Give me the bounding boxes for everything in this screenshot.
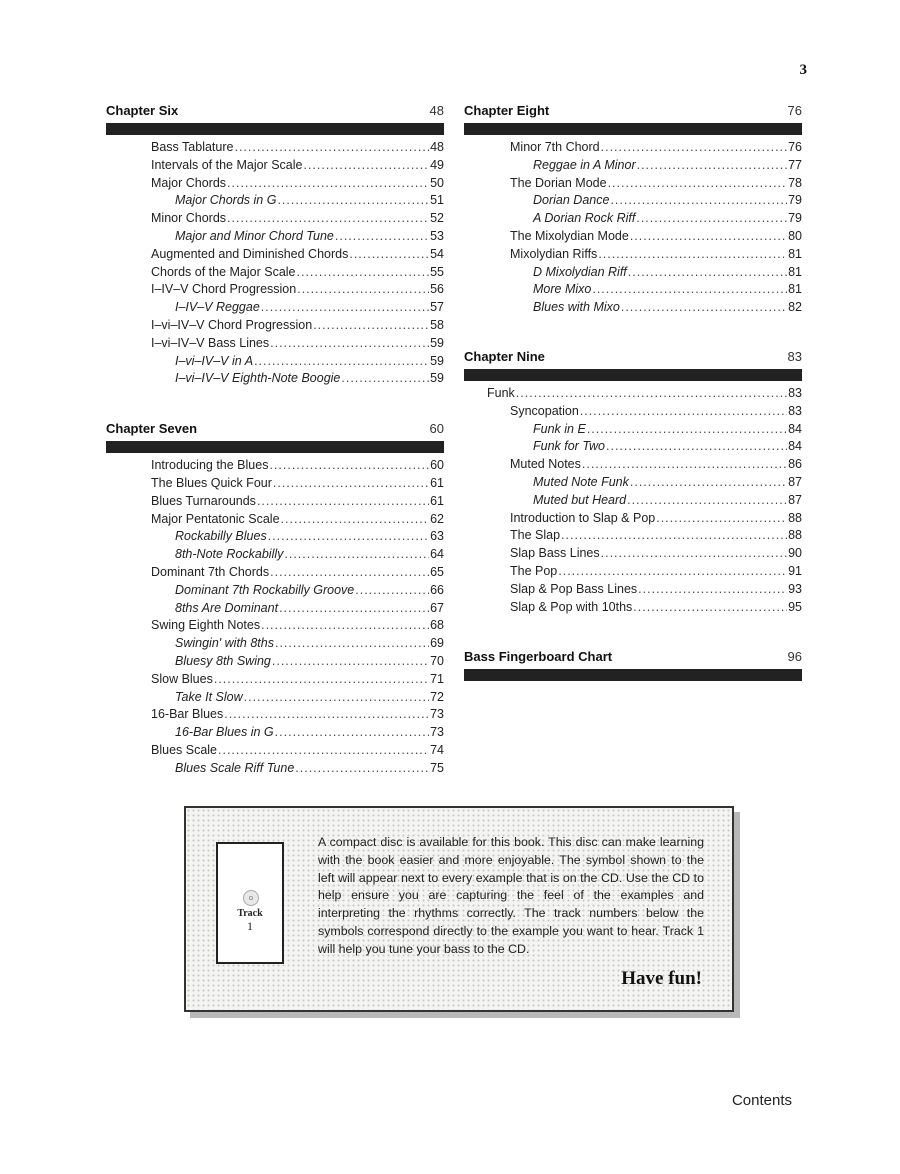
dot-leader (297, 264, 430, 282)
chapter-divider-bar (464, 123, 802, 135)
toc-entry-title: Introducing the Blues (151, 458, 269, 473)
toc-entry[interactable] (464, 563, 802, 581)
chapter-page-number: 48 (429, 103, 444, 118)
toc-entry[interactable] (106, 706, 444, 724)
toc-entry[interactable] (106, 175, 444, 193)
toc-entry-page: 84 (788, 421, 802, 436)
chapter-page-number: 83 (787, 348, 802, 364)
toc-entry-page: 81 (788, 246, 802, 261)
cd-closing: Have fun! (621, 968, 702, 989)
dot-leader (214, 671, 429, 689)
toc-entry[interactable] (464, 456, 802, 474)
dot-leader (633, 599, 787, 617)
toc-entry-page: 50 (430, 175, 444, 190)
chapter-divider-bar (464, 369, 802, 381)
toc-entry-title: Blues with Mixo (533, 300, 620, 315)
toc-entry-page: 54 (430, 246, 444, 261)
toc-entry[interactable] (106, 493, 444, 511)
toc-chapter (106, 103, 444, 388)
toc-entry-page: 78 (788, 175, 802, 190)
toc-entry-title: Dominant 7th Chords (151, 564, 270, 579)
toc-entry[interactable] (106, 760, 444, 778)
toc-entry[interactable] (464, 492, 802, 510)
dot-leader (272, 653, 429, 671)
toc-entry[interactable] (464, 246, 802, 264)
dot-leader (580, 403, 787, 421)
toc-entry-page: 70 (430, 653, 444, 668)
toc-entry[interactable] (464, 527, 802, 545)
toc-entry-title: I–vi–IV–V Bass Lines (151, 335, 270, 350)
toc-entry[interactable] (464, 299, 802, 317)
dot-leader (227, 175, 429, 193)
toc-entry-page: 76 (788, 140, 802, 154)
toc-entry-page: 68 (430, 618, 444, 633)
toc-entry-title: Introduction to Slap & Pop (510, 510, 656, 525)
toc-entry-title: Augmented and Diminished Chords (151, 246, 349, 261)
page-number: 3 (799, 62, 807, 78)
chapter-divider-bar (106, 441, 444, 453)
dot-leader (224, 706, 429, 724)
toc-entry-title: The Blues Quick Four (151, 475, 272, 490)
toc-entry-page: 48 (430, 140, 444, 154)
toc-entry-page: 52 (430, 211, 444, 226)
dot-leader (273, 475, 429, 493)
toc-entry-title: Dorian Dance (533, 193, 610, 208)
toc-entry[interactable] (106, 600, 444, 618)
toc-entry[interactable] (106, 228, 444, 246)
dot-leader (261, 299, 429, 317)
toc-entry-page: 73 (430, 725, 444, 740)
toc-entry-page: 90 (788, 546, 802, 561)
toc-chapter (106, 421, 444, 777)
dot-leader (279, 600, 429, 618)
toc-entry-title: Slow Blues (151, 671, 213, 686)
dot-leader (630, 474, 787, 492)
dot-leader (582, 456, 787, 474)
toc-entry-title: The Slap (510, 528, 561, 543)
dot-leader (335, 228, 429, 246)
toc-entry[interactable] (464, 474, 802, 492)
dot-leader (628, 264, 787, 282)
toc-entry[interactable] (106, 635, 444, 653)
toc-entry-title: Major Chords (151, 175, 227, 190)
toc-entry[interactable] (106, 139, 444, 157)
cd-disc-icon (243, 890, 259, 906)
toc-entry-page: 81 (788, 282, 802, 297)
dot-leader (281, 511, 430, 529)
dot-leader (638, 581, 787, 599)
toc-entry-page: 63 (430, 529, 444, 544)
dot-leader (234, 139, 429, 157)
dot-leader (254, 353, 429, 371)
toc-entry[interactable] (464, 281, 802, 299)
toc-entry-title: Funk (487, 385, 515, 400)
dot-leader (313, 317, 429, 335)
dot-leader (270, 564, 429, 582)
toc-entry-title: Chords of the Major Scale (151, 264, 296, 279)
toc-entry-page: 81 (788, 264, 802, 279)
toc-entry-title: Minor 7th Chord (510, 140, 600, 154)
toc-entry-page: 51 (430, 193, 444, 208)
chapter-title: Chapter Nine (464, 348, 545, 364)
chapter-title: Chapter Eight (464, 103, 550, 118)
dot-leader (297, 281, 429, 299)
toc-entry-title: Slap & Pop Bass Lines (510, 581, 638, 596)
toc-entry[interactable] (106, 546, 444, 564)
toc-entry-title: Muted Notes (510, 457, 581, 472)
toc-entry-title: More Mixo (533, 282, 592, 297)
chapter-title: Chapter Seven (106, 421, 198, 437)
toc-entry-title: Syncopation (510, 403, 579, 418)
dot-leader (608, 175, 788, 193)
dot-leader (227, 210, 429, 228)
dot-leader (627, 492, 787, 510)
toc-entry[interactable] (464, 510, 802, 528)
toc-entry[interactable] (106, 724, 444, 742)
toc-entry-page: 91 (788, 563, 802, 578)
toc-entry-title: Bass Tablature (151, 140, 234, 154)
dot-leader (218, 742, 429, 760)
toc-entry-page: 49 (430, 157, 444, 172)
toc-entry-title: Minor Chords (151, 211, 227, 226)
toc-entry-title: Dominant 7th Rockabilly Groove (175, 582, 355, 597)
toc-entry[interactable] (106, 210, 444, 228)
toc-entry-title: Blues Scale (151, 742, 218, 757)
toc-entry[interactable] (464, 139, 802, 157)
toc-entry-page: 61 (430, 493, 444, 508)
toc-entry-title: Major Chords in G (175, 193, 277, 208)
toc-entry-page: 93 (788, 581, 802, 596)
toc-entry-page: 69 (430, 636, 444, 651)
toc-entry-title: The Pop (510, 563, 558, 578)
toc-entry-title: Slap Bass Lines (510, 546, 600, 561)
chapter-heading[interactable] (464, 649, 802, 667)
toc-entry-title: Funk for Two (533, 439, 606, 454)
dot-leader (277, 192, 429, 210)
cd-track-number: 1 (247, 919, 253, 933)
toc-entry-title: I–vi–IV–V in A (175, 353, 254, 368)
dot-leader (303, 157, 429, 175)
toc-entry-page: 61 (430, 475, 444, 490)
toc-entry[interactable] (464, 599, 802, 617)
dot-leader (601, 545, 787, 563)
toc-chapter (464, 649, 802, 681)
dot-leader (621, 299, 787, 317)
dot-leader (268, 528, 429, 546)
toc-entry-title: 8ths Are Dominant (175, 600, 279, 615)
toc-entry[interactable] (464, 581, 802, 599)
toc-entry-title: The Mixolydian Mode (510, 228, 629, 243)
toc-entry-page: 67 (430, 600, 444, 615)
dot-leader (516, 385, 787, 403)
dot-leader (637, 157, 787, 175)
chapter-title: Chapter Six (106, 103, 179, 118)
toc-entry[interactable] (106, 742, 444, 760)
toc-entry-page: 59 (430, 353, 444, 368)
dot-leader (275, 724, 429, 742)
toc-entry-title: A Dorian Rock Riff (533, 211, 636, 226)
toc-entry-page: 72 (430, 689, 444, 704)
toc-entry-page: 55 (430, 264, 444, 279)
toc-entry-page: 75 (430, 760, 444, 775)
toc-entry-page: 80 (788, 228, 802, 243)
toc-entry-page: 60 (430, 458, 444, 473)
toc-entry-page: 73 (430, 707, 444, 722)
toc-entry[interactable] (464, 264, 802, 282)
toc-entry-page: 84 (788, 439, 802, 454)
toc-entry-title: Major Pentatonic Scale (151, 511, 280, 526)
toc-entry-page: 59 (430, 335, 444, 350)
chapter-page-number: 96 (787, 649, 802, 665)
dot-leader (601, 139, 787, 157)
toc-entry[interactable] (106, 281, 444, 299)
toc-entry-page: 59 (430, 371, 444, 386)
toc-entry[interactable] (464, 421, 802, 439)
toc-entry-title: Funk in E (533, 421, 586, 436)
toc-entry[interactable] (464, 228, 802, 246)
dot-leader (630, 228, 787, 246)
toc-left-column (106, 103, 444, 778)
toc-entry-page: 86 (788, 457, 802, 472)
dot-leader (606, 438, 787, 456)
chapter-divider-bar (106, 123, 444, 135)
toc-entry-page: 62 (430, 511, 444, 526)
toc-entry-page: 66 (430, 582, 444, 597)
toc-entry-page: 83 (788, 403, 802, 418)
toc-entry[interactable] (106, 511, 444, 529)
toc-entry-page: 57 (430, 300, 444, 315)
toc-entry-title: Major and Minor Chord Tune (175, 228, 334, 243)
toc-entry[interactable] (106, 353, 444, 371)
toc-entry[interactable] (464, 545, 802, 563)
toc-entry-page: 79 (788, 193, 802, 208)
toc-entry-page: 88 (788, 528, 802, 543)
dot-leader (295, 760, 429, 778)
chapter-title: Bass Fingerboard Chart (464, 649, 613, 665)
toc-entry-title: I–IV–V Chord Progression (151, 282, 297, 297)
dot-leader (587, 421, 787, 439)
toc-entry[interactable] (106, 528, 444, 546)
toc-entry-title: Reggae in A Minor (533, 157, 636, 172)
toc-entry-page: 82 (788, 300, 802, 315)
chapter-page-number: 76 (787, 103, 802, 118)
toc-entry-title: 16-Bar Blues (151, 707, 224, 722)
toc-entry[interactable] (464, 192, 802, 210)
toc-entry[interactable] (106, 617, 444, 635)
toc-entry[interactable] (106, 564, 444, 582)
toc-entry-title: Mixolydian Riffs (510, 246, 598, 261)
toc-entry[interactable] (464, 157, 802, 175)
toc-entry-page: 58 (430, 317, 444, 332)
dot-leader (284, 546, 429, 564)
toc-entry[interactable] (464, 385, 802, 403)
toc-entry[interactable] (106, 264, 444, 282)
toc-entry[interactable] (106, 299, 444, 317)
chapter-divider-bar (464, 669, 802, 681)
toc-entry[interactable] (464, 438, 802, 456)
toc-entry-page: 77 (788, 157, 802, 172)
toc-entry-title: Blues Turnarounds (151, 493, 256, 508)
cd-track-icon (216, 842, 284, 964)
dot-leader (269, 457, 429, 475)
cd-description: A compact disc is available for this book. This disc can make learning with the book easier and more enjoyable. The symbol shown to the left will appear next to every example that is on the CD. Use the CD to help ensure you are capturing the feel of the examples and interpreting the rhythms correctly. The track numbers below the symbols correspond directly to the example you want to hear. Track 1 will help you tune your bass to the CD. (318, 835, 704, 956)
toc-entry-page: 79 (788, 211, 802, 226)
chapter-heading[interactable] (464, 103, 802, 121)
dot-leader (244, 689, 429, 707)
toc-entry[interactable] (464, 175, 802, 193)
toc-entry-page: 87 (788, 492, 802, 507)
dot-leader (558, 563, 787, 581)
dot-leader (561, 527, 787, 545)
toc-entry-title: Blues Scale Riff Tune (175, 760, 295, 775)
dot-leader (355, 582, 429, 600)
toc-entry-page: 56 (430, 282, 444, 297)
toc-entry[interactable] (106, 582, 444, 600)
toc-entry-title: I–vi–IV–V Chord Progression (151, 317, 313, 332)
toc-entry-page: 74 (430, 742, 444, 757)
toc-entry-page: 53 (430, 228, 444, 243)
dot-leader (636, 210, 787, 228)
toc-entry[interactable] (106, 457, 444, 475)
dot-leader (598, 246, 787, 264)
dot-leader (261, 617, 429, 635)
chapter-heading[interactable] (106, 421, 444, 439)
toc-entry-title: Slap & Pop with 10ths (510, 599, 633, 614)
dot-leader (656, 510, 787, 528)
dot-leader (270, 335, 429, 353)
toc-entry-title: Intervals of the Major Scale (151, 157, 303, 172)
toc-entry[interactable] (464, 210, 802, 228)
toc-entry-page: 64 (430, 547, 444, 562)
dot-leader (610, 192, 787, 210)
toc-entry-page: 87 (788, 474, 802, 489)
toc-entry-title: Rockabilly Blues (175, 529, 267, 544)
dot-leader (257, 493, 429, 511)
toc-entry[interactable] (464, 403, 802, 421)
chapter-page-number: 60 (429, 421, 444, 437)
toc-entry-title: I–IV–V Reggae (175, 300, 260, 315)
toc-right-column (464, 103, 802, 685)
chapter-heading[interactable] (106, 103, 444, 121)
toc-entry-title: 16-Bar Blues in G (175, 725, 274, 740)
toc-entry-title: The Dorian Mode (510, 175, 607, 190)
cd-track-label: Track (237, 908, 263, 919)
toc-chapter (464, 349, 802, 616)
toc-entry[interactable] (106, 192, 444, 210)
toc-entry-title: 8th-Note Rockabilly (175, 547, 284, 562)
footer-section-name: Contents (731, 1092, 792, 1109)
toc-entry-page: 83 (788, 385, 802, 400)
toc-entry[interactable] (106, 335, 444, 353)
toc-entry[interactable] (106, 370, 444, 388)
toc-chapter (464, 103, 802, 317)
toc-entry[interactable] (106, 246, 444, 264)
toc-entry-page: 65 (430, 564, 444, 579)
cd-info-box (184, 806, 734, 1012)
toc-entry[interactable] (106, 671, 444, 689)
toc-entry-page: 88 (788, 510, 802, 525)
toc-entry-title: Swing Eighth Notes (151, 618, 261, 633)
dot-leader (592, 281, 787, 299)
toc-entry-title: Swingin' with 8ths (175, 636, 274, 651)
toc-entry-title: Take It Slow (175, 689, 243, 704)
toc-entry[interactable] (106, 689, 444, 707)
toc-entry[interactable] (106, 157, 444, 175)
toc-entry-title: I–vi–IV–V Eighth-Note Boogie (175, 371, 341, 386)
chapter-heading[interactable] (464, 349, 802, 367)
toc-entry[interactable] (106, 475, 444, 493)
dot-leader (349, 246, 429, 264)
toc-entry-title: Bluesy 8th Swing (175, 653, 271, 668)
toc-entry[interactable] (106, 653, 444, 671)
toc-entry-page: 95 (788, 599, 802, 614)
toc-entry[interactable] (106, 317, 444, 335)
toc-entry-page: 71 (430, 671, 444, 686)
dot-leader (341, 370, 429, 388)
toc-entry-title: Muted but Heard (533, 492, 627, 507)
toc-entry-title: D Mixolydian Riff (533, 264, 627, 279)
dot-leader (275, 635, 429, 653)
toc-entry-title: Muted Note Funk (533, 474, 629, 489)
